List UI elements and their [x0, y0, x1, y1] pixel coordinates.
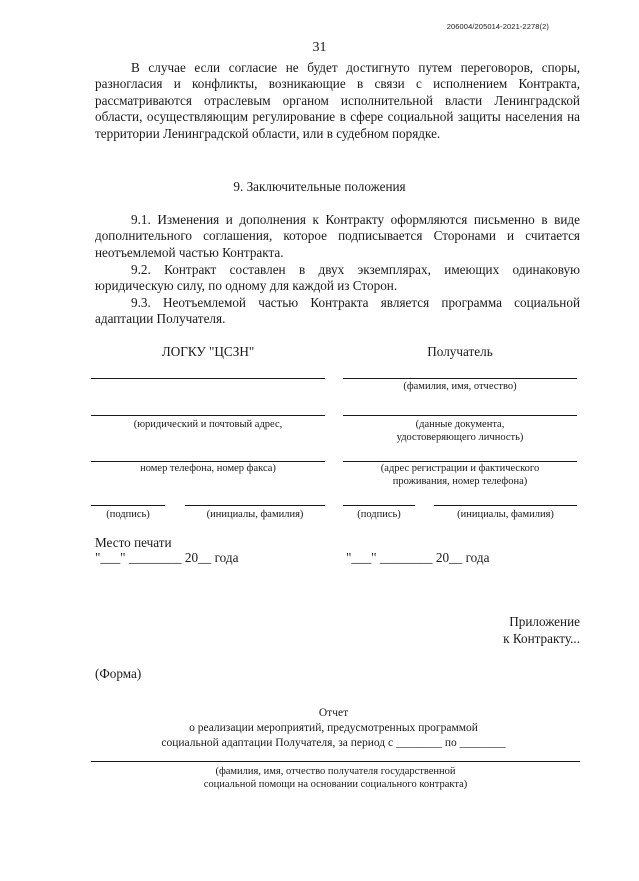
right-document-caption-2: удостоверяющего личность) [396, 432, 524, 443]
report-caption-1: (фамилия, имя, отчество получателя государственной [215, 766, 456, 777]
right-name-caption: (фамилия, имя, отчество) [403, 381, 517, 392]
left-signature-caption: (подпись) [106, 509, 150, 520]
right-address-caption-1: (адрес регистрации и фактического [380, 463, 540, 474]
left-address-line [91, 415, 325, 416]
intro-paragraph: В случае если согласие не будет достигнуто путем переговоров, споры, разногласия и конфликты, возникающие в связи с исполнением Контракта, рассматриваются отраслевым органом исполнительной власти Ленинградской области, осуществляющим регулирование в сфере социальной защиты населения на территории Ленинградской области, или в судебном порядке. [95, 60, 580, 141]
right-initials-line [434, 505, 577, 506]
appendix-line-1: Приложение [509, 614, 580, 629]
left-initials-line [185, 505, 325, 506]
left-initials-caption: (инициалы, фамилия) [206, 509, 304, 520]
section-title: 9. Заключительные положения [233, 179, 406, 194]
right-initials-caption: (инициалы, фамилия) [457, 509, 554, 520]
page-number: 31 [312, 40, 327, 55]
clause-9-3: 9.3. Неотъемлемой частью Контракта является программа социальной адаптации Получателя. [95, 295, 580, 327]
clause-9-2: 9.2. Контракт составлен в двух экземплярах, имеющих одинаковую юридическую силу, по одному для каждой из Сторон. [95, 262, 580, 294]
right-date-line: "___" ________ 20__ года [346, 550, 490, 565]
left-signature-line [91, 505, 165, 506]
report-title: Отчет [318, 707, 349, 719]
left-phone-caption: номер телефона, номер факса) [140, 463, 276, 474]
left-address-caption: (юридический и почтовый адрес, [133, 419, 283, 430]
right-address-caption-2: проживания, номер телефона) [392, 476, 528, 487]
right-party-title: Получатель [427, 344, 493, 359]
report-name-line [91, 761, 580, 762]
stamp-label: Место печати [95, 535, 172, 550]
report-line-1: о реализации мероприятий, предусмотренных программой [189, 722, 478, 734]
clause-9-1: 9.1. Изменения и дополнения к Контракту оформляются письменно в виде дополнительного соглашения, которое подписывается Сторонами и считается неотъемлемой частью Контракта. [95, 212, 580, 260]
appendix-line-2: к Контракту... [503, 631, 580, 646]
right-signature-caption: (подпись) [357, 509, 401, 520]
right-document-caption-1: (данные документа, [415, 419, 505, 430]
report-caption-2: социальной помощи на основании социального контракта) [203, 779, 468, 790]
document-number: 206004/205014-2021-2278(2) [446, 22, 549, 31]
report-line-2: социальной адаптации Получателя, за период с ________ по ________ [161, 737, 506, 749]
left-party-title: ЛОГКУ "ЦСЗН" [161, 344, 255, 359]
right-signature-line [343, 505, 415, 506]
right-document-line [343, 415, 577, 416]
form-label: (Форма) [95, 666, 142, 681]
left-name-line [91, 378, 325, 379]
left-date-line: "___" ________ 20__ года [95, 550, 239, 565]
right-name-line [343, 378, 577, 379]
